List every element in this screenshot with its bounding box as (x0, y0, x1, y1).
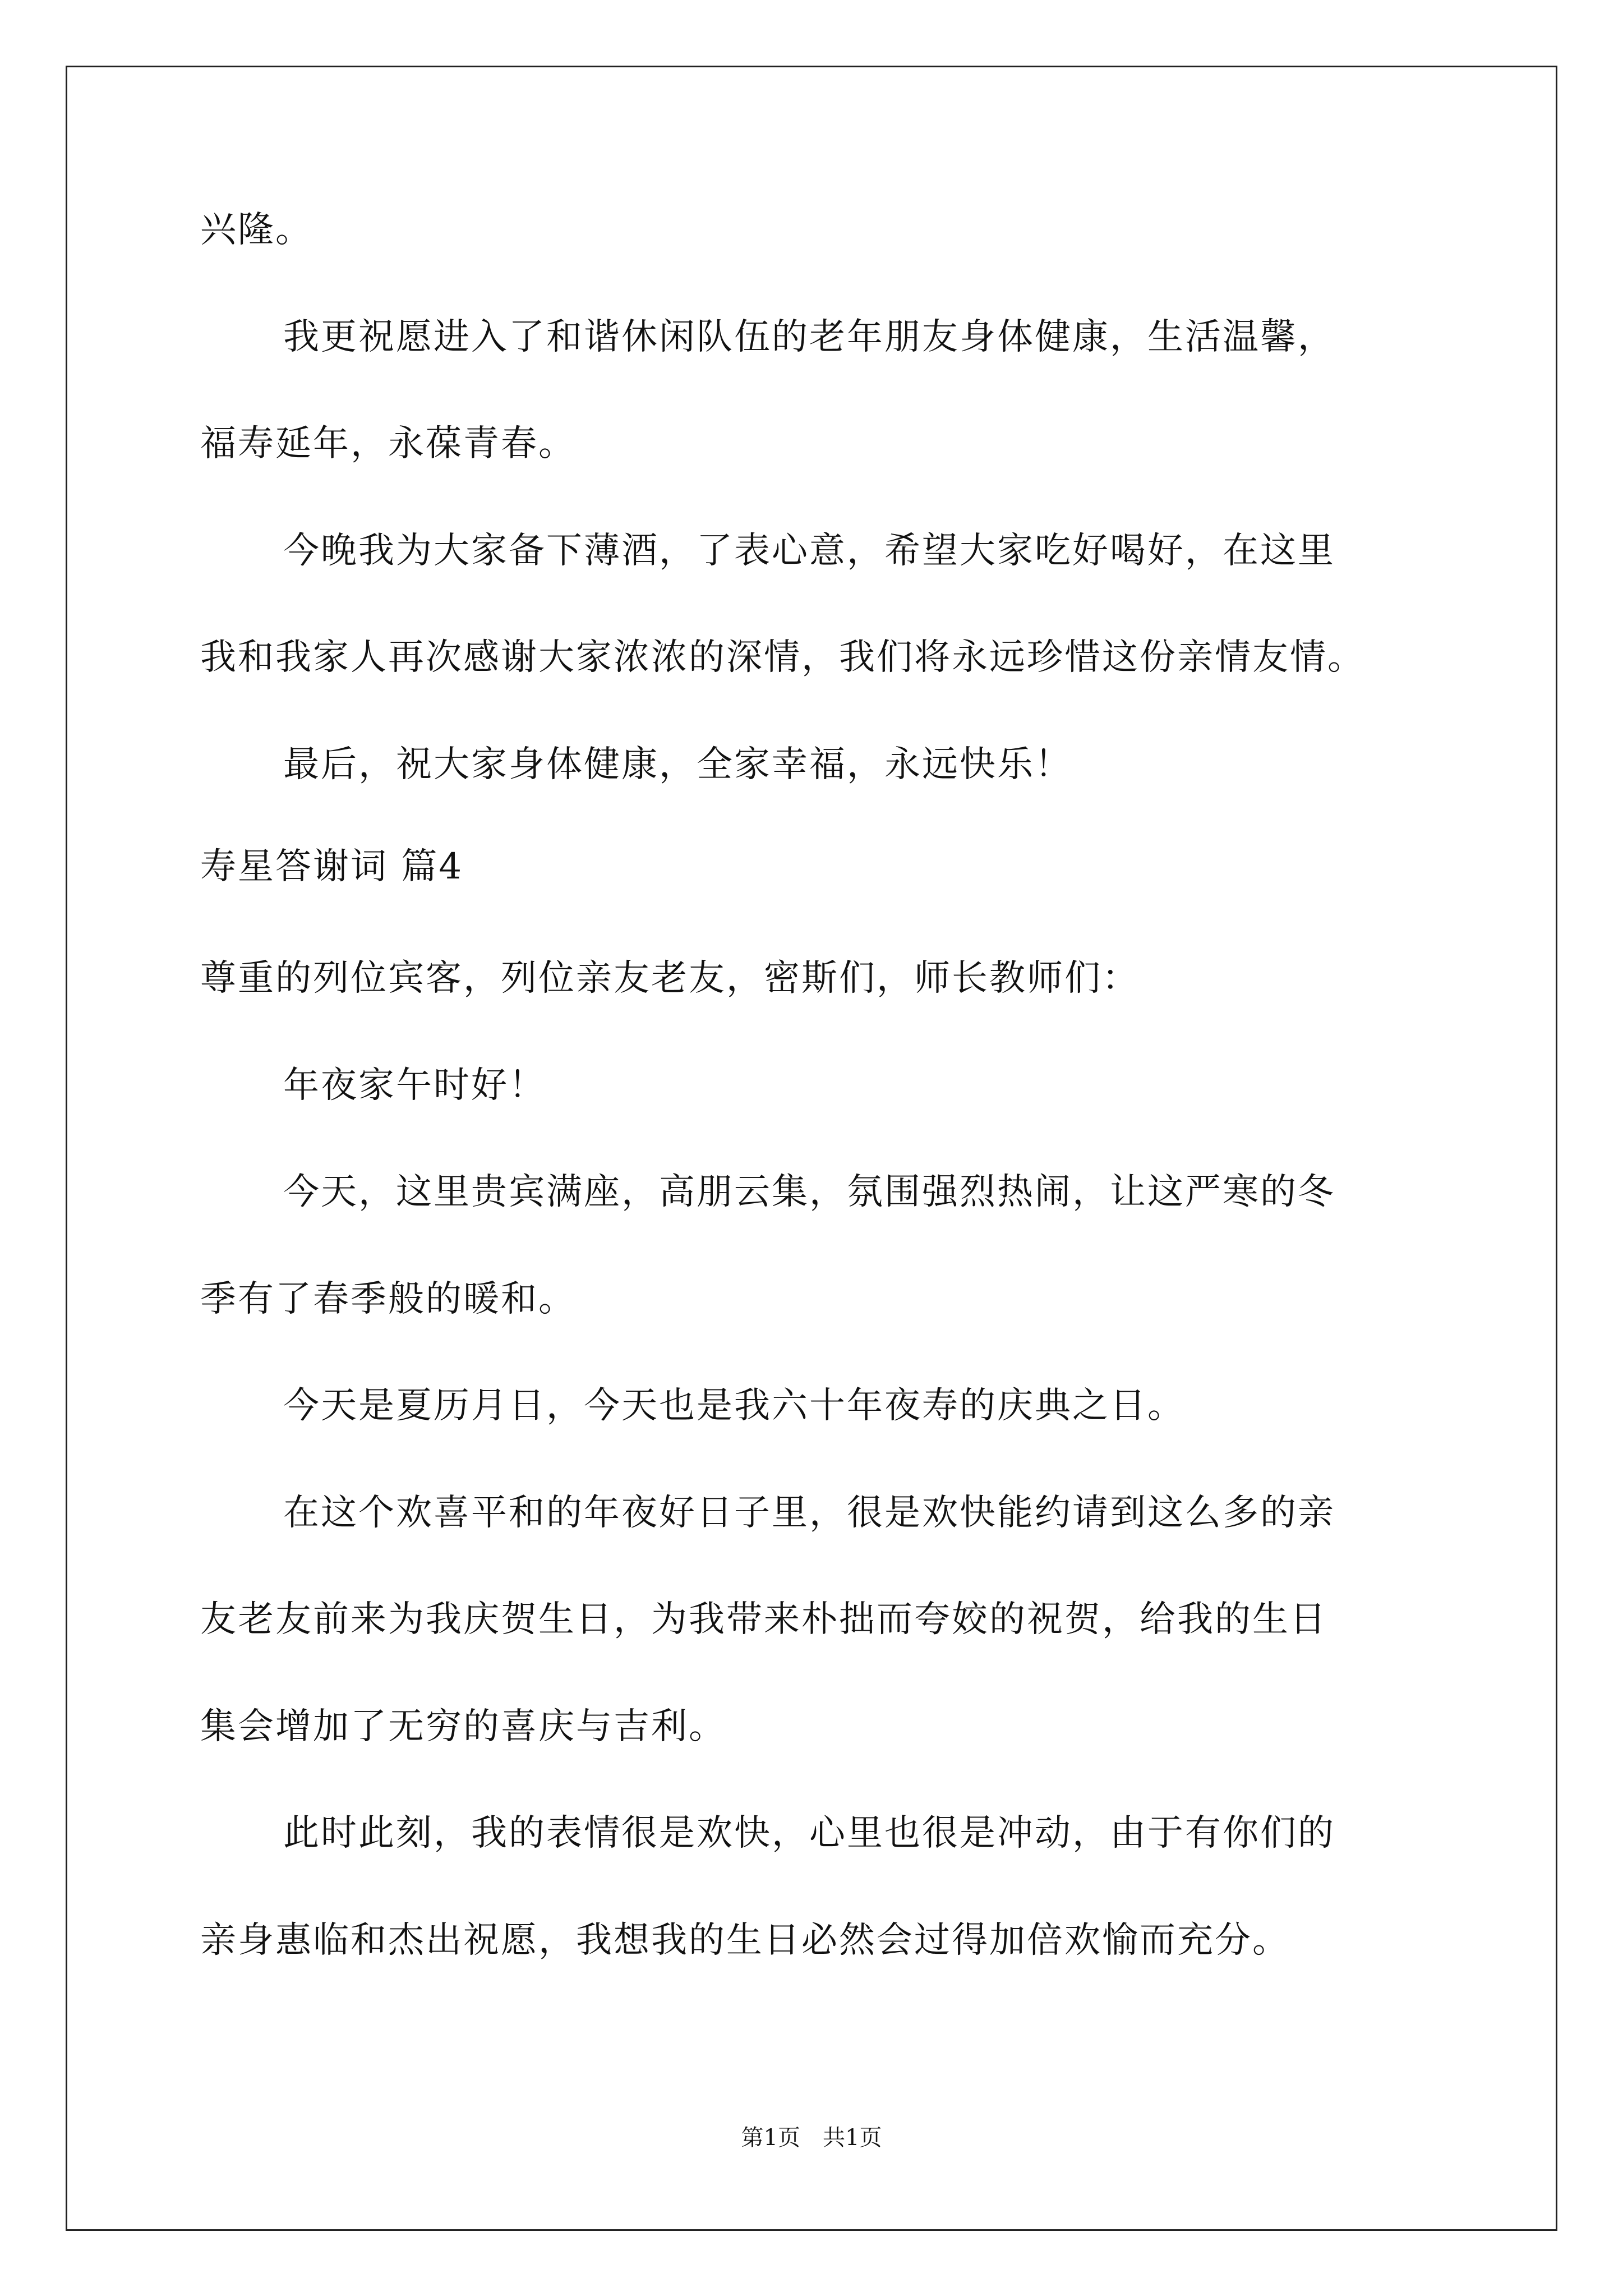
section-heading: 寿星答谢词 篇4 (200, 846, 464, 887)
text-line: 亲身惠临和杰出祝愿，我想我的生日必然会过得加倍欢愉而充分。 (200, 1920, 1290, 1961)
paragraph-line: 我更祝愿进入了和谐休闲队伍的老年朋友身体健康，生活温馨， (283, 316, 1335, 358)
paragraph-line: 最后，祝大家身体健康，全家幸福，永远快乐！ (283, 744, 1072, 785)
paragraph-line: 年夜家午时好！ (283, 1065, 546, 1106)
paragraph-line: 今天，这里贵宾满座，高朋云集，氛围强烈热闹，让这严寒的冬 (283, 1171, 1335, 1213)
text-line: 友老友前来为我庆贺生日，为我带来朴拙而夸姣的祝贺，给我的生日 (200, 1599, 1327, 1640)
text-line: 兴隆。 (200, 209, 313, 251)
text-line: 季有了春季般的暖和。 (200, 1278, 576, 1320)
text-line: 我和我家人再次感谢大家浓浓的深情，我们将永远珍惜这份亲情友情。 (200, 637, 1365, 678)
paragraph-line: 此时此刻，我的表情很是欢快，心里也很是冲动，由于有你们的 (283, 1812, 1335, 1854)
text-line: 集会增加了无穷的喜庆与吉利。 (200, 1706, 726, 1747)
salutation-line: 尊重的列位宾客，列位亲友老友，密斯们，师长教师们： (200, 958, 1140, 999)
text-line: 福寿延年，永葆青春。 (200, 423, 576, 464)
page-border (66, 66, 1557, 2231)
page-total: 共1页 (823, 2125, 882, 2151)
page-footer (0, 2124, 1623, 2152)
paragraph-line: 今晚我为大家备下薄酒，了表心意，希望大家吃好喝好，在这里 (283, 530, 1335, 572)
paragraph-line: 在这个欢喜平和的年夜好日子里，很是欢快能约请到这么多的亲 (283, 1492, 1335, 1534)
page-number: 第1页 (741, 2125, 800, 2151)
paragraph-line: 今天是夏历月日，今天也是我六十年夜寿的庆典之日。 (283, 1385, 1185, 1427)
